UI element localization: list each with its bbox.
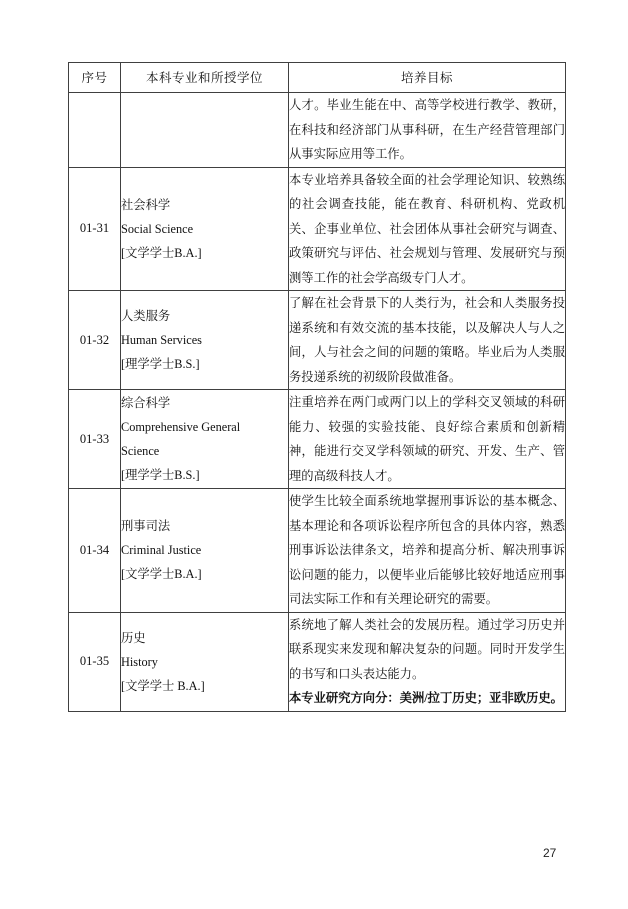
major-name-line: [文学学士 B.A.] xyxy=(121,678,205,693)
column-header-goal: 培养目标 xyxy=(289,63,566,93)
training-goal-paragraph: 系统地了解人类社会的发展历程。通过学习历史并联系现实来发现和解决复杂的问题。同时开发学生的书写和口头表达能力。 xyxy=(289,617,565,681)
major-name-line: [理学学士B.S.] xyxy=(121,468,200,482)
major-name-line: Comprehensive General xyxy=(121,420,241,434)
cell-training-goal xyxy=(289,612,566,711)
table-row xyxy=(69,390,566,489)
major-name-line: 社会科学 xyxy=(121,197,171,212)
major-name-line: Social Science xyxy=(121,221,194,236)
cell-major-name xyxy=(121,612,289,711)
major-name-line: 历史 xyxy=(121,630,146,645)
cell-major-code: 01-31 xyxy=(69,167,121,291)
cell-major-name xyxy=(121,167,289,291)
cell-training-goal xyxy=(289,390,566,489)
page-number: 27 xyxy=(543,846,557,860)
cell-major-code: 01-34 xyxy=(69,489,121,613)
table-row xyxy=(69,612,566,711)
cell-major-code: 01-35 xyxy=(69,612,121,711)
cell-major-name xyxy=(121,390,289,489)
cell-major-code: 01-33 xyxy=(69,390,121,489)
column-header-code: 序号 xyxy=(69,63,121,93)
cell-training-goal xyxy=(289,167,566,291)
cell-major-name xyxy=(121,489,289,613)
major-name-line: Human Services xyxy=(121,333,202,347)
table-header-row xyxy=(69,63,566,93)
cell-training-goal xyxy=(289,291,566,390)
major-name-line: [文学学士B.A.] xyxy=(121,567,202,582)
cell-major-name xyxy=(121,93,289,168)
training-goal-paragraph: 人才。毕业生能在中、高等学校进行教学、教研，在科技和经济部门从事科研，在生产经营管理部门从事实际应用等工作。 xyxy=(289,98,565,161)
major-name-line: Criminal Justice xyxy=(121,543,202,558)
table-row xyxy=(69,93,566,168)
major-name-line: Science xyxy=(121,444,160,458)
table-header xyxy=(69,63,566,93)
major-name-line: 刑事司法 xyxy=(121,519,171,534)
major-name-line: 人类服务 xyxy=(121,309,171,323)
table-row xyxy=(69,489,566,613)
training-goal-paragraph: 本专业研究方向分：美洲/拉丁历史；亚非欧历史。 xyxy=(289,691,563,705)
training-goal-paragraph: 使学生比较全面系统地掌握刑事诉讼的基本概念、基本理论和各项诉讼程序所包含的具体内容，熟悉刑事诉讼法律条文，培养和提高分析、解决刑事诉讼问题的能力，以便毕业后能够比较好地适应刑事司法实际工作和有关理论研究的需要。 xyxy=(289,494,565,606)
major-name-line: 综合科学 xyxy=(121,396,171,410)
training-goal-paragraph: 了解在社会背景下的人类行为，社会和人类服务投递系统和有效交流的基本技能，以及解决人与人之间，人与社会之间的问题的策略。毕业后为人类服务投递系统的初级阶段做准备。 xyxy=(289,296,565,384)
column-header-major: 本科专业和所授学位 xyxy=(121,63,289,93)
table-body xyxy=(69,93,566,712)
cell-major-code xyxy=(69,93,121,168)
major-name-line: [文学学士B.A.] xyxy=(121,245,202,260)
major-name-line: History xyxy=(121,654,158,669)
cell-training-goal xyxy=(289,93,566,168)
cell-training-goal xyxy=(289,489,566,613)
major-name-line: [理学学士B.S.] xyxy=(121,357,200,371)
table-row xyxy=(69,291,566,390)
training-goal-paragraph: 注重培养在两门或两门以上的学科交叉领域的科研能力、较强的实验技能、良好综合素质和创新精神，能进行交叉学科领域的研究、开发、生产、管理的高级科技人才。 xyxy=(289,395,565,483)
table-row xyxy=(69,167,566,291)
cell-major-name xyxy=(121,291,289,390)
undergraduate-majors-table xyxy=(68,62,566,712)
cell-major-code: 01-32 xyxy=(69,291,121,390)
training-goal-paragraph: 本专业培养具备较全面的社会学理论知识、较熟练的社会调查技能，能在教育、科研机构、党政机关、企事业单位、社会团体从事社会研究与调查、政策研究与评估、社会规划与管理、发展研究与预测等工作的社会学高级专门人才。 xyxy=(289,172,565,285)
